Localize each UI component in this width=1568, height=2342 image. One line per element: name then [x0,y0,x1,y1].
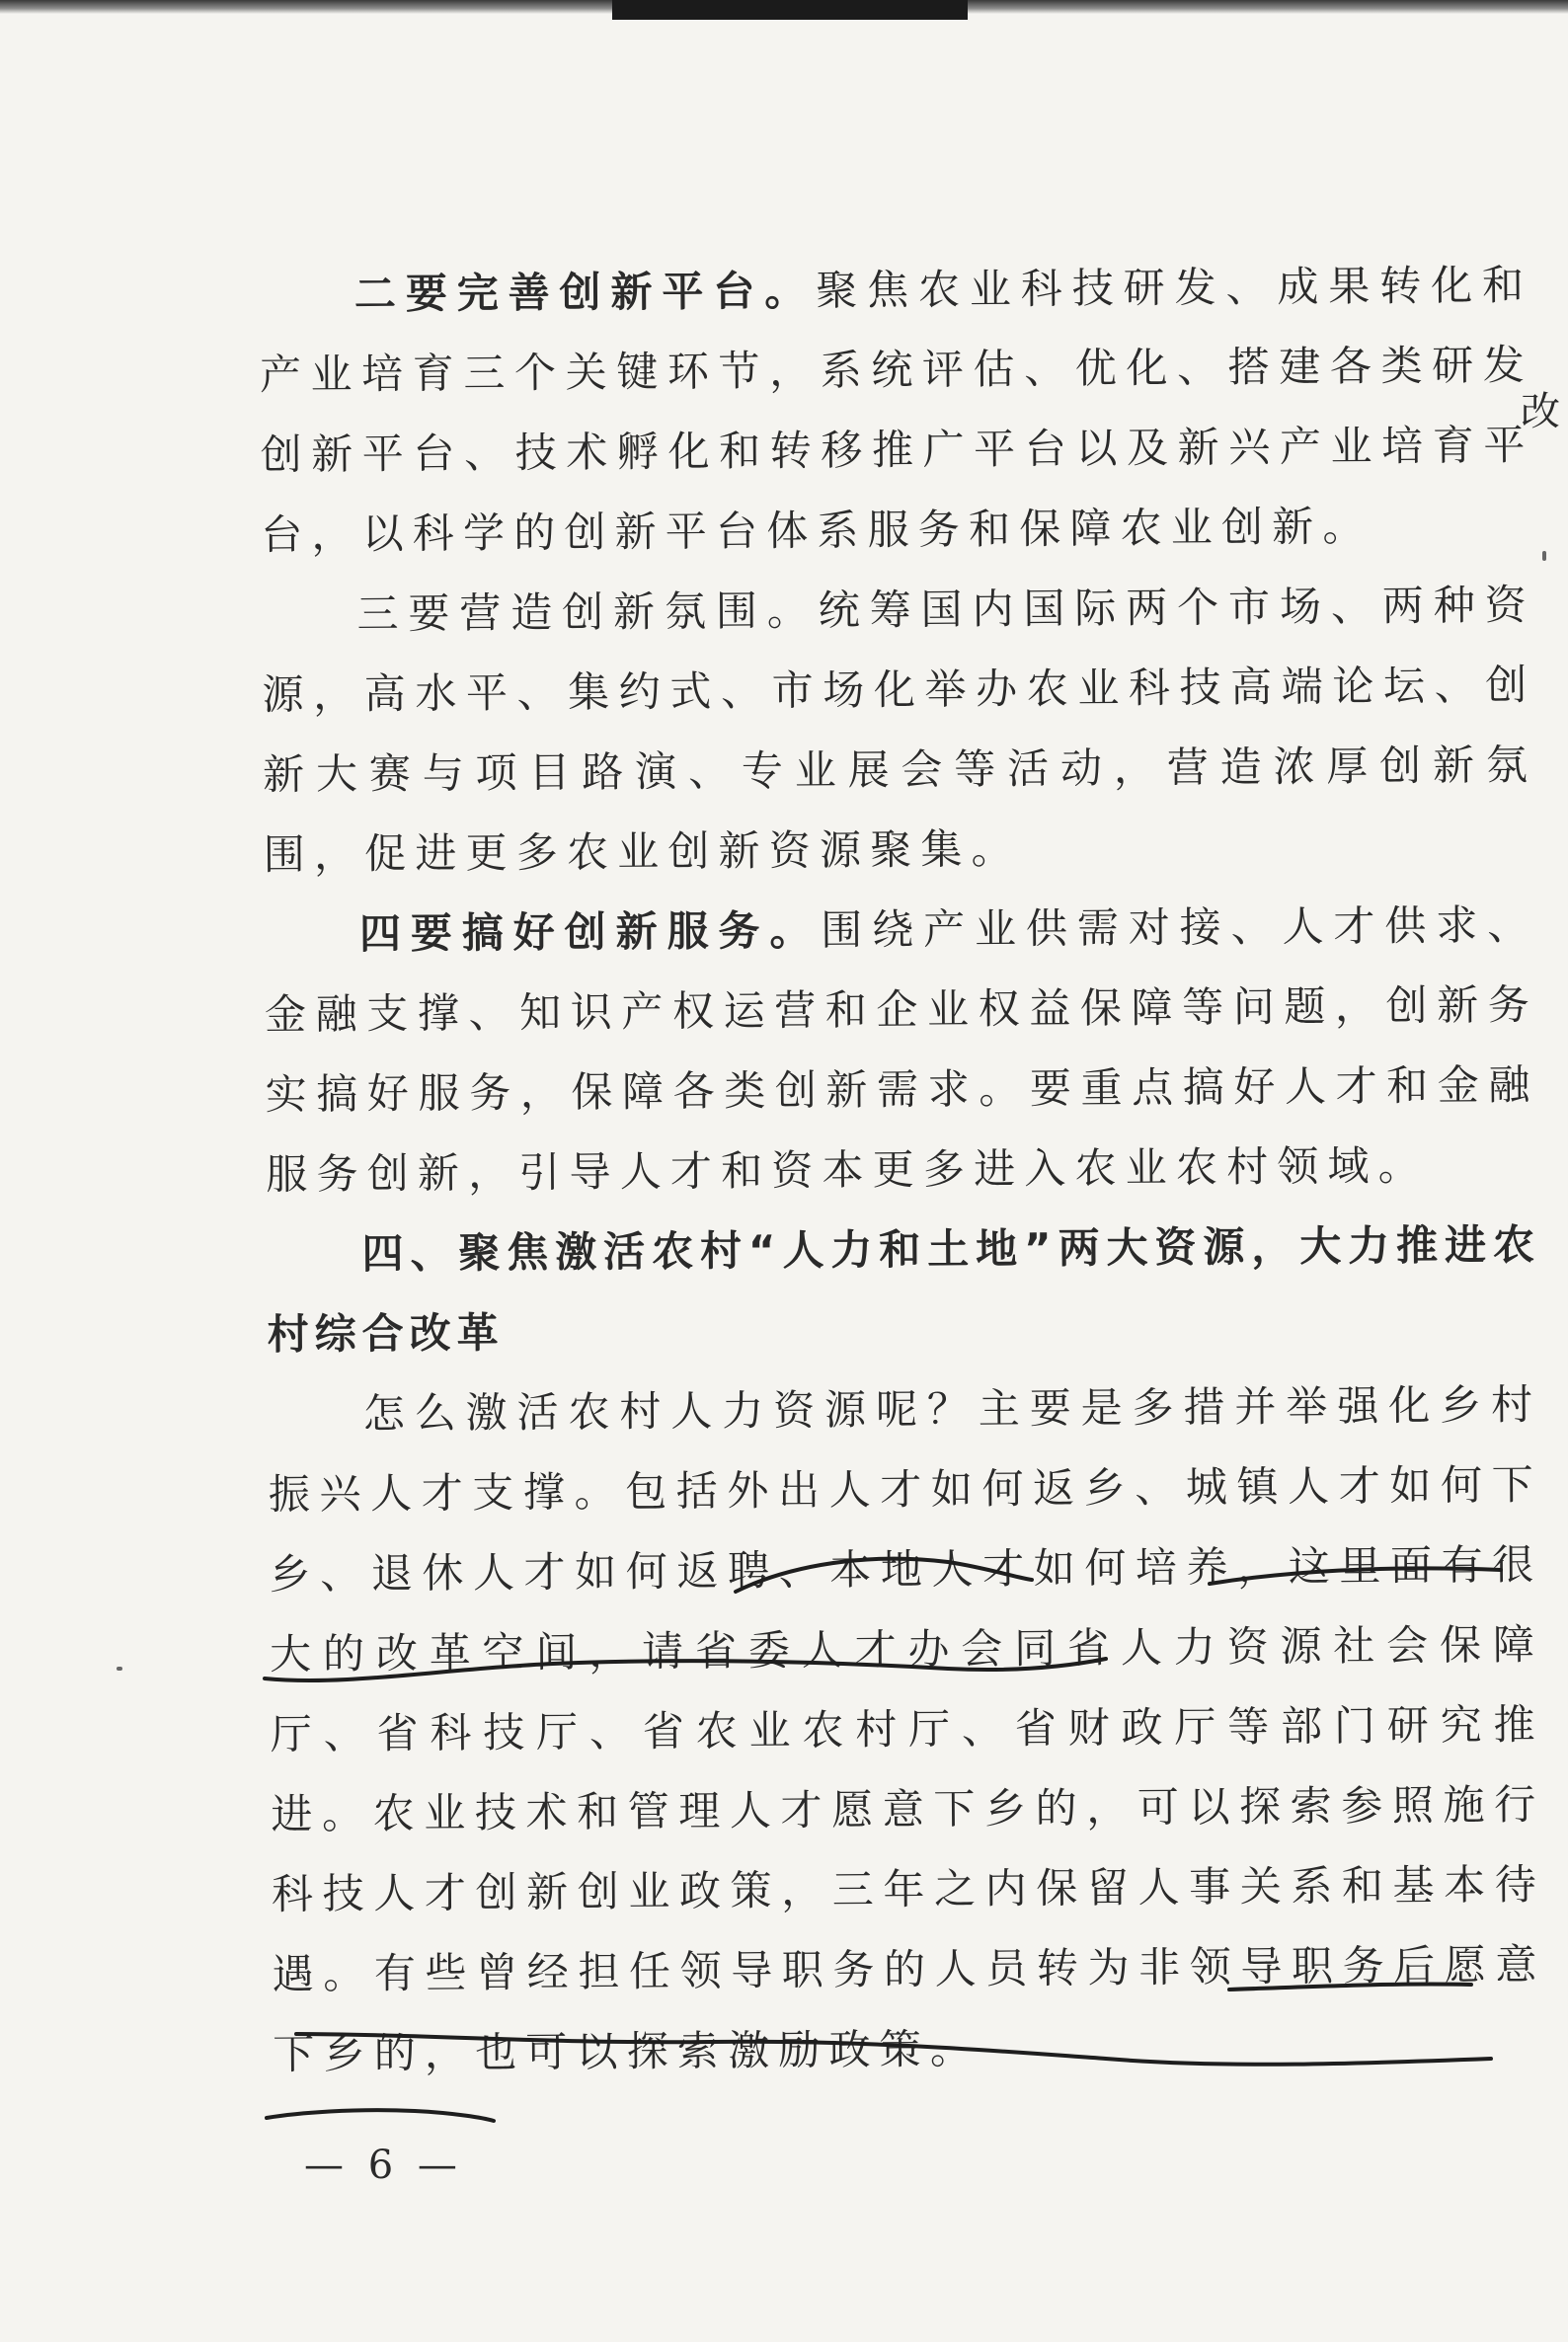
document-body [259,245,1547,2094]
underline-incentive-policy [267,2110,494,2121]
scan-speck [117,1667,122,1671]
paragraph-talent: 怎么激活农村人力资源呢？主要是多措并举强化乡村振兴人才支撑。包括外出人才如何返乡、城镇人才如何下乡、退休人才如何返聘、本地人才如何培养，这里面有很大的改革空间，请省委人才办会同省人力资源社会保障厅、省科技厅、省农业农村厅、省财政厅等部门研究推进。农业技术和管理人才愿意下乡的，可以探索参照施行科技人才创新创业政策，三年之内保留人事关系和基本待遇。有些曾经担任领导职务的人员转为非领导职务后愿意下乡的，也可以探索激励政策。 [268,1379,1546,2078]
paragraph-text: 三要营造创新氛围。统筹国内国际两个市场、两种资源，高水平、集约式、市场化举办农业科技高端论坛、创新大赛与项目路演、专业展会等活动，营造浓厚创新氛围，促进更多农业创新资源聚集。 [262,580,1537,879]
page-number: — 6 — [304,2143,463,2188]
paragraph-lead: 四要搞好创新服务。 [358,905,822,959]
scan-speck [1542,551,1546,561]
scan-top-edge [612,0,968,20]
section-heading: 四、聚焦激活农村“人力和土地”两大资源，大力推进农村综合改革 [267,1219,1541,1359]
paragraph-atmosphere [262,565,1538,895]
paragraph-lead: 二要完善创新平台。 [353,266,817,319]
paragraph-text: 聚焦农业科技研发、成果转化和产业培育三个关键环节，系统评估、优化、搭建各类研发创新平台、技术孵化和转移推广平台以及新兴产业培育平台，以科学的创新平台体系服务和保障农业创新。 [259,260,1534,559]
paragraph-text: 围绕产业供需对接、人才供求、金融支撑、知识产权运营和企业权益保障等问题，创新务实搞好服务，保障各类创新需求。要重点搞好人才和金融服务创新，引导人才和资本更多进入农业农村领域。 [264,899,1539,1199]
paragraph-platform [259,245,1535,575]
paragraph-service [264,885,1540,1214]
margin-handwritten-note: 改 [1521,389,1560,434]
